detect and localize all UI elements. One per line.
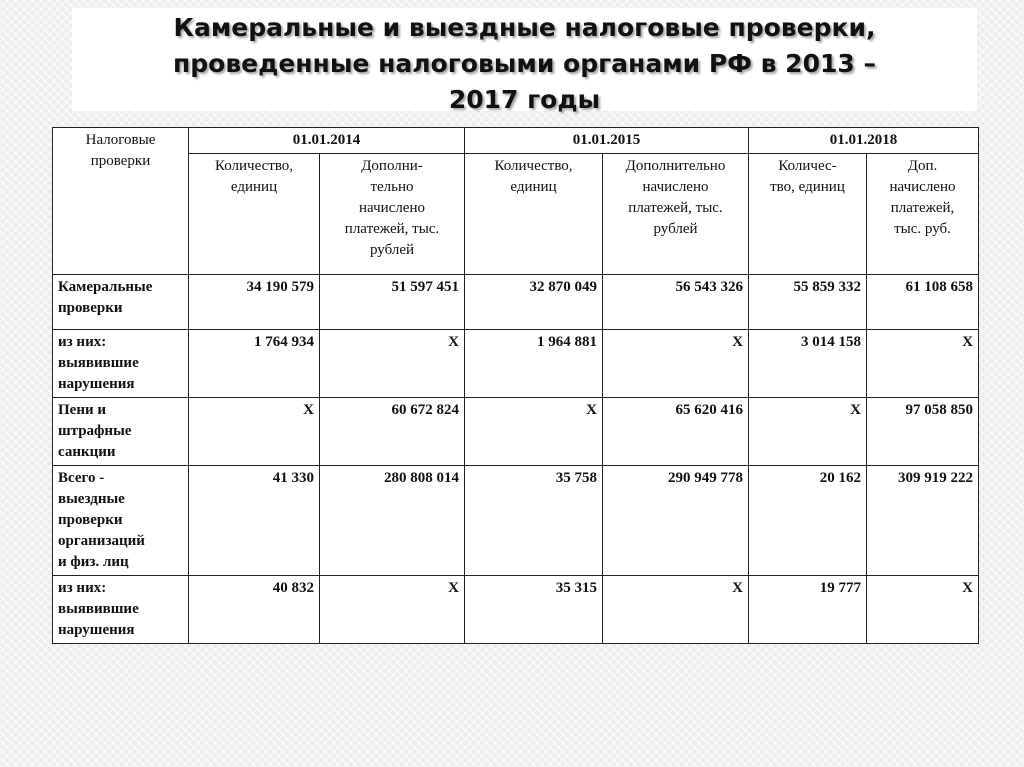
table-cell: 280 808 014 <box>320 466 465 576</box>
table-cell: 51 597 451 <box>320 275 465 330</box>
table-cell: Х <box>867 330 979 398</box>
table-cell: 3 014 158 <box>749 330 867 398</box>
table-cell: Х <box>603 576 749 644</box>
table-cell: 1 964 881 <box>465 330 603 398</box>
tax-audits-table <box>52 127 979 644</box>
table-cell: 34 190 579 <box>189 275 320 330</box>
row-label: Камеральные проверки <box>53 275 189 330</box>
table-cell: 65 620 416 <box>603 398 749 466</box>
slide-title <box>72 10 977 118</box>
header-row-columns <box>53 154 979 275</box>
table-cell: 56 543 326 <box>603 275 749 330</box>
table-cell: Х <box>867 576 979 644</box>
column-header: Количес- тво, единиц <box>749 154 867 275</box>
corner-header: Налоговые проверки <box>53 128 189 275</box>
table-cell: 20 162 <box>749 466 867 576</box>
table-row <box>53 275 979 330</box>
column-header: Дополнительно начислено платежей, тыс. рублей <box>603 154 749 275</box>
table-cell: 1 764 934 <box>189 330 320 398</box>
title-line-3: 2017 годы <box>448 85 601 114</box>
table-cell: 35 315 <box>465 576 603 644</box>
row-label: из них: выявившие нарушения <box>53 330 189 398</box>
table-cell: 61 108 658 <box>867 275 979 330</box>
table-cell: 41 330 <box>189 466 320 576</box>
column-header: Дополни- тельно начислено платежей, тыс. рублей <box>320 154 465 275</box>
table-cell: 40 832 <box>189 576 320 644</box>
table-cell: Х <box>749 398 867 466</box>
period-header: 01.01.2015 <box>465 128 749 154</box>
table-cell: 19 777 <box>749 576 867 644</box>
period-header: 01.01.2014 <box>189 128 465 154</box>
table-cell: 309 919 222 <box>867 466 979 576</box>
column-header: Количество, единиц <box>189 154 320 275</box>
table-row <box>53 398 979 466</box>
column-header: Доп. начислено платежей, тыс. руб. <box>867 154 979 275</box>
table-cell: Х <box>320 330 465 398</box>
table-cell: 60 672 824 <box>320 398 465 466</box>
table-cell: Х <box>189 398 320 466</box>
table-cell: 290 949 778 <box>603 466 749 576</box>
table-cell: 55 859 332 <box>749 275 867 330</box>
table-cell: 35 758 <box>465 466 603 576</box>
table-row <box>53 576 979 644</box>
header-row-periods <box>53 128 979 154</box>
row-label: Всего - выездные проверки организаций и физ. лиц <box>53 466 189 576</box>
table-row <box>53 330 979 398</box>
title-line-2: проведенные налоговыми органами РФ в 2013 – <box>173 49 876 78</box>
table-cell: 32 870 049 <box>465 275 603 330</box>
period-header: 01.01.2018 <box>749 128 979 154</box>
row-label: из них: выявившие нарушения <box>53 576 189 644</box>
table-cell: Х <box>603 330 749 398</box>
table-row <box>53 466 979 576</box>
table-cell: Х <box>465 398 603 466</box>
table-cell: Х <box>320 576 465 644</box>
row-label: Пени и штрафные санкции <box>53 398 189 466</box>
column-header: Количество, единиц <box>465 154 603 275</box>
title-line-1: Камеральные и выездные налоговые проверки, <box>173 13 876 42</box>
table-cell: 97 058 850 <box>867 398 979 466</box>
